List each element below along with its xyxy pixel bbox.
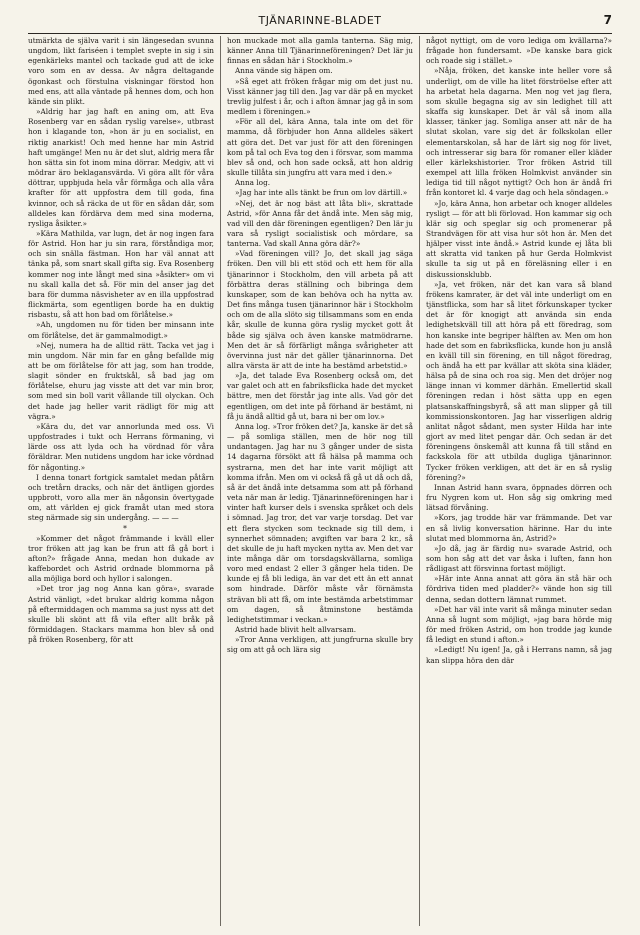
article-paragraph: »Jo då, jag är färdig nu» svarade Astrid, och som hon såg att det var åska i luften, fann hon rådligast att försvinna fortast möjligt.	[426, 543, 612, 574]
article-paragraph: Astrid hade blivit helt allvarsam.	[235, 625, 357, 635]
article-paragraph: »Ja, det talade Eva Rosenberg också om, det var galet och att en fabriksflicka hade det mycket bättre, men det förstår jag inte alls. Vad gör det egentligen, om det inte på förhand är bestämt, ni få ju ändå alltid gå ut, bara ni ber om lov.»	[227, 371, 413, 421]
article-paragraph: »Så eget att fröken frågar mig om det just nu. Visst känner jag till den. Jag var där på en mycket trevlig julfest i år, och i afton ämnar jag gå in som medlem i föreningen.»	[227, 76, 413, 117]
masthead-title: TJÄNARINNE-BLADET	[258, 14, 382, 27]
column-divider	[220, 36, 221, 926]
article-paragraph: »Det har väl inte varit så många minuter sedan Anna så lugnt som möjligt, »jag bara hörde mig för med fröken Astrid, om hon trodde jag kunde få ledigt en stund i afton.»	[426, 604, 612, 645]
article-paragraph: »Vad föreningen vill? Jo, det skall jag säga fröken. Den vill bli ett stöd och ett hem för alla tjänarinnor i Stockholm, den vill arbeta på att förbättra deras ställning och bibringa dem kunskaper, som de kan behöva och ha nytta av. Det fins många tusen tjänarinnor här i Stockholm och om de alla slöto sig tillsammans som en enda kår, skulle de kunna göra ryslig mycket gott åt både sig själva och även kanske matmödrarne. Men det är så förfärligt många svårigheter att övervinna just när det gäller tjänarinnorna. Det allra värsta är att de inte ha bestämd arbetstid.»	[227, 249, 413, 370]
section-separator: *	[123, 523, 127, 533]
article-paragraph: »Ledigt! Nu igen! Ja, gå i Herrans namn, så jag kan slippa höra den där	[426, 645, 612, 665]
article-paragraph: »Nej, det är nog bäst att låta bli», skrattade Astrid, »för Anna får det ändå inte. Men säg mig, vad vill den där föreningen egentligen? Den lär ju vara så rysligt socialistisk och mördare, sa tanterna. Vad skall Anna göra där?»	[227, 198, 413, 249]
article-paragraph: »Tror Anna verkligen, att jungfrurna skulle bry sig om att gå och lära sig	[227, 635, 413, 655]
article-paragraph: »För all del, kära Anna, tala inte om det för mamma, då förbjuder hon Anna alldeles säkert att göra det. Det var just för att den föreningen kom på tal och Eva tog den i försvar, som mamma blev så ond, och hon sade också, att hon aldrig skulle tillåta sin jungfru att vara med i den.»	[227, 117, 413, 178]
article-paragraph: »Aldrig har jag haft en aning om, att Eva Rosenberg var en sådan ryslig varelse», utbrast hon i klagande ton, »hon är ju en socialist, en riktig anarkist! Och med henne har min Astrid haft umgänge! Men nu är det slut, aldrig mera får hon sätta sin fot inom mina dörrar. Medgiv, att vi mödrar äro beklagansvärda. Vi göra allt för våra döttrar, uppbjuda hela vår förmåga och alla våra krafter för att uppfostra dem till goda, fina kvinnor, och så räcka de ut för en sådan där, som alldeles kan fördärva dem med sina moderna, rysliga åsikter.»	[28, 107, 214, 228]
column-divider	[419, 36, 420, 926]
article-paragraph: hon muckade mot alla gamla tanterna. Säg mig, känner Anna till Tjänarinneföreningen? Det lär ju finnas en sådan här i Stockholm.»	[227, 36, 413, 66]
article-paragraph: något nyttigt, om de voro lediga om kvällarna?» frågade hon fundersamt. »De kanske bara gick och roade sig i stället.»	[426, 36, 612, 66]
article-paragraph: »Kära Mathilda, var lugn, det är nog ingen fara för Astrid. Hon har ju sin rara, förståndiga mor, och sin snälla fästman. Hon har väl annat att tänka på, som snart skall gifta sig. Eva Rosenberg kommer nog inte långt med sina »åsikter» om vi nu skall kalla det så. För min del anser jag det bara för dumma näsvisheter av en illa uppfostrad flickmärta, som egentligen borde ha en duktig risbastu, så att hon bad om förlåtelse.»	[28, 228, 214, 320]
header-rule	[28, 33, 612, 34]
article-paragraph: I denna tonart fortgick samtalet medan påtårn och tretårn dracks, och när det äntligen gjordes uppbrott, voro alla mer än någonsin övertygade om, att världen ej gick framåt utan med stora steg närmade sig sin undergång. — — —	[28, 472, 214, 523]
article-paragraph: »Jo, kära Anna, hon arbetar och knoger alldeles rysligt — för att bli förlovad. Hon kammar sig och klär sig och speglar sig och promenerar på Strandvägen för att visa hur söt hon är. Men det hjälper visst inte ändå.» Astrid kunde ej låta bli att skratta vid tanken på hur Gerda Holmkvist skulle ta sig ut på en föreläsning eller i en diskussionsklubb.	[426, 198, 612, 279]
article-paragraph: utmärkta de själva varit i sin längesedan svunna ungdom, likt fariséen i templet svepte in sig i sin egenkärleks mantel och tackade gud att de icke voro som en av dessa. Av några deltagande ögonkast och förstulna viskningar förstod hon med ens, att alla väntade på hennes dom, och hon kände sin plikt.	[28, 36, 214, 106]
article-paragraph: »Jag har inte alls tänkt be frun om lov därtill.»	[235, 188, 408, 198]
article-paragraph: »Kors, jag trodde här var främmande. Det var en så livlig konversation härinne. Har du inte slutat med blommorna än, Astrid?»	[426, 513, 612, 543]
article-paragraph: »Nej, numera ha de alltid rätt. Tacka vet jag i min ungdom. När min far en gång befallde mig att be om förlåtelse för att jag, som han trodde, slagit sönder en fruktskål, så bad jag om förlåtelse, ehuru jag visste att det var min bror, som med sin boll varit vållande till olyckan. Och det hade jag heller varit rädligt för mig att vägra.»	[28, 340, 214, 421]
article-paragraph: Anna vände sig häpen om.	[235, 66, 333, 76]
article-paragraph: »Det tror jag nog Anna kan göra», svarade Astrid vänligt, »det brukar aldrig komma någon på eftermiddagen och mamma sa just nyss att det skulle bli skönt att få vila efter allt bråk på förmiddagen. Stackars mamma hon blev så ond på fröken Rosenberg, för att	[28, 584, 214, 645]
article-paragraph: Innan Astrid hann svara, öppnades dörren och fru Nygren kom ut. Hon såg sig omkring med lätsad förvåning.	[426, 482, 612, 513]
text-column-1	[28, 36, 214, 926]
article-paragraph: »Här inte Anna annat att göra än stå här och fördriva tiden med pladder?» vände hon sig till denna, sedan dottern lämnat rummet.	[426, 574, 612, 604]
article-paragraph: »Kommer det något främmande i kväll eller tror fröken att jag kan be frun att få gå bort i afton?» frågade Anna, medan hon dukade av kaffebordet och Astrid ordnade blommorna på alla möjliga bord och hyllor i salongen.	[28, 533, 214, 584]
article-paragraph: Anna log. »Tror fröken det? Ja, kanske är det så — på somliga ställen, men de hör nog till undantagen. Jag har nu 3 gånger under de sista 14 dagarna försökt att få hälsa på mamma och systrarna, men det har inte varit möjligt att komma ifrån. Men om vi också få gå ut då och då, så är det ändå inte detsamma som att på förhand veta när man är ledig. Tjänarinneföreningen har i vinter haft kurser dels i svenska språket och dels i sömnad. Jag tror, det var varje torsdag. Det var ett flera stycken som tecknade sig till dem, i synnerhet sömnaden; avgiften var bara 2 kr., så det skulle de ju haft mycken nytta av. Men det var inte många där om torsdagskvällarna, somliga voro med endast 2 eller 3 gånger hela tiden. De kunde ej få bli lediga, än var det ett än ett annat som hindrade. Därför måste vår förnämsta strävan bli att få, om inte bestämda arbetstimmar om dagen, så åtminstone bestämda ledighetstimmar i veckan.»	[227, 421, 413, 624]
article-paragraph: »Kära du, det var annorlunda med oss. Vi uppfostrades i tukt och Herrans förmaning, vi lärde oss att lyda och ha vördnad för våra föräldrar. Men nutidens ungdom har icke vördnad för någonting.»	[28, 421, 214, 472]
page-number: 7	[603, 13, 612, 27]
text-column-2	[227, 36, 413, 926]
article-paragraph: Anna log.	[235, 178, 271, 188]
text-column-3	[426, 36, 612, 926]
article-paragraph: »Ja, vet fröken, när det kan vara så bland frökens kamrater, är det väl inte underligt om en tjänstflicka, som har så litet förkunskaper tycker det är för knogigt att använda sin enda ledighetskväll till att höra på ett föredrag, som hon kanske inte begriper hälften av. Men om hon hade det som en fabriksflicka, kunde hon ju anslå en kväll till sin förening, en till något föredrag, och ändå ha ett par kvällar att sköta sina kläder, hälsa på de sina och roa sig. Men det dröjer nog länge innan vi kommer därhän. Emellertid skall föreningen redan i höst sätta upp en egen platsanskaffningsbyrå, så att man slipper gå till kommissionskontoren. Jag har visserligen aldrig anlitat något sådant, men syster Hilda har inte gjort av med litet pengar där. Och sedan är det föreningens önskemål att kunna få till stånd en fackskola för att utbilda dugliga tjänarinnor. Tycker fröken verkligen, att det är en så ryslig förening?»	[426, 279, 612, 482]
article-paragraph: »Nåja, fröken, det kanske inte heller vore så underligt, om de ville ha litet förströelse efter att ha arbetat hela dagarna. Men nog vet jag flera, som skulle begagna sig av sin ledighet till att skaffa sig kunskaper. Det är väl så inom alla klasser, tänker jag. Somliga anser att när de ha slutat skolan, vare sig det är folkskolan eller elementarskolan, så har de lärt sig nog för livet, och intresserar sig bara för romaner eller kläder eller kärlekshistorier. Tror fröken Astrid till exempel att lilla fröken Holmkvist använder sin lediga tid till något nyttigt? Och hon är ändå fri från kontoret kl. 4 varje dag och hela söndagen.»	[426, 66, 612, 198]
article-paragraph: »Ah, ungdomen nu för tiden ber minsann inte om förlåtelse, det är gammalmodigt.»	[28, 320, 214, 340]
